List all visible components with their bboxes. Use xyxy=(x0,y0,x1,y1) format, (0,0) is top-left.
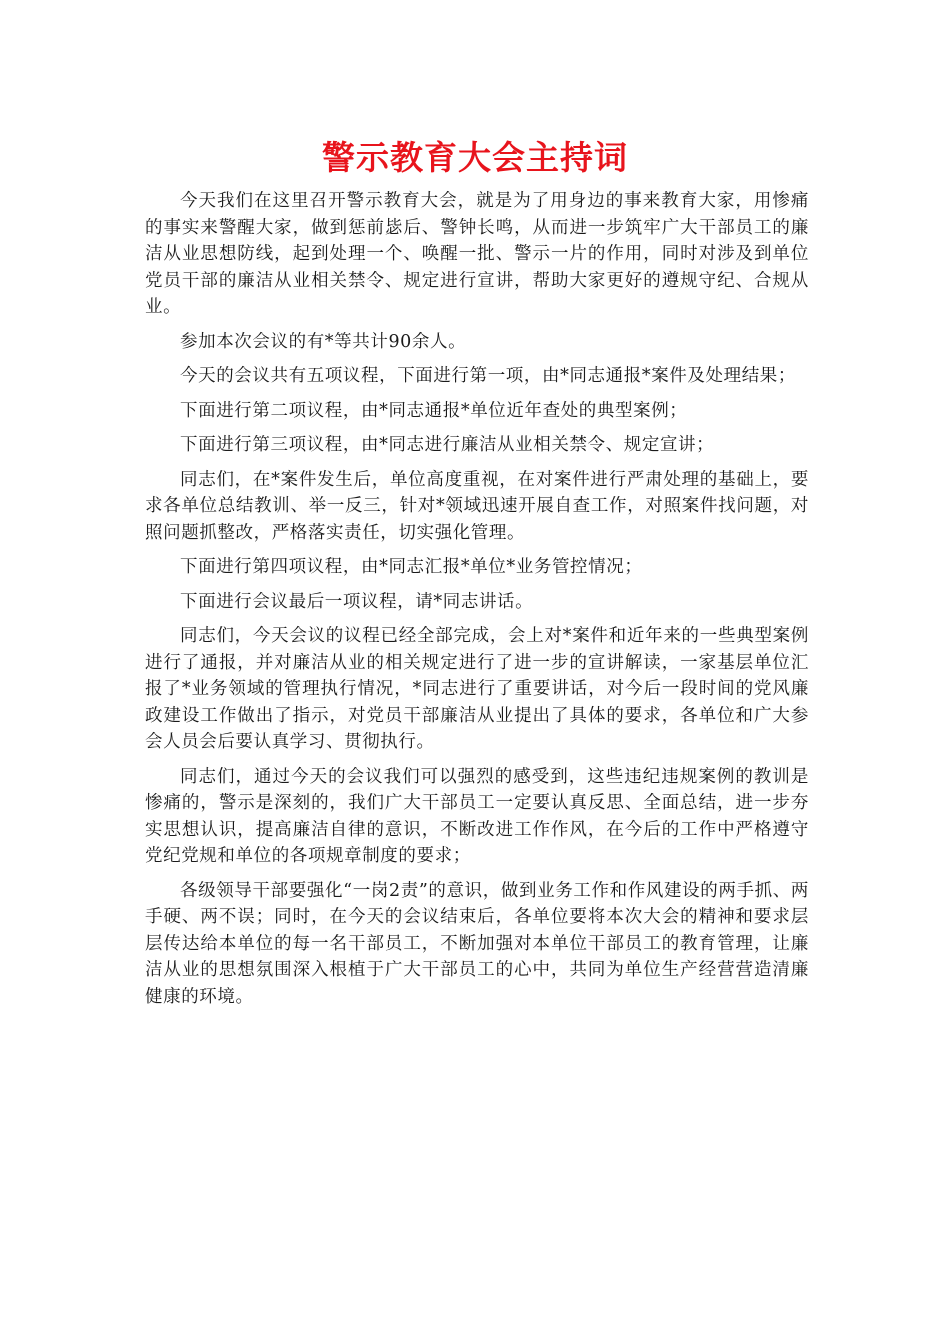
document-title: 警示教育大会主持词 xyxy=(322,138,628,177)
paragraph-agenda-item-1: 今天的会议共有五项议程，下面进行第一项，由*同志通报*案件及处理结果； xyxy=(180,366,796,386)
paragraph-reflection: 同志们，通过今天的会议我们可以强烈的感受到，这些违纪违规案例的教训是惨痛的，警示是深刻的，我们广大干部员工一定要认真反思、全面总结，进一步夯实思想认识，提高廉洁自律的意识，不断改进工作作风，在今后的工作中严格遵守党纪党规和单位的各项规章制度的要求； xyxy=(145,766,809,866)
paragraph-agenda-item-5: 下面进行会议最后一项议程，请*同志讲话。 xyxy=(180,591,534,612)
paragraph-opening: 今天我们在这里召开警示教育大会，就是为了用身边的事来教育大家，用惨痛的事实来警醒大家，做到惩前毖后、警钟长鸣，从而进一步筑牢广大干部员工的廉洁从业思想防线，起到处理一个、唤醒一批、警示一片的作用，同时对涉及到单位党员干部的廉洁从业相关禁令、规定进行宣讲，帮助大家更好的遵规守纪、合规从业。 xyxy=(145,191,809,317)
paragraph-agenda-item-2: 下面进行第二项议程，由*同志通报*单位近年查处的典型案例； xyxy=(180,400,688,421)
paragraph-closing: 各级领导干部要强化“一岗2责”的意识，做到业务工作和作风建设的两手抓、两手硬、两不误；同时，在今天的会议结束后，各单位要将本次大会的精神和要求层层传达给本单位的每一名干部员工，不断加强对本单位干部员工的教育管理，让廉洁从业的思想氛围深入根植于广大干部员工的心中，共同为单位生产经营营造清廉健康的环境。 xyxy=(145,880,809,1007)
paragraph-agenda-item-3: 下面进行第三项议程，由*同志进行廉洁从业相关禁令、规定宣讲； xyxy=(180,435,715,455)
paragraph-attendees: 参加本次会议的有*等共计90余人。 xyxy=(180,331,467,352)
paragraph-agenda-item-4: 下面进行第四项议程，由*同志汇报*单位*业务管控情况； xyxy=(180,557,643,577)
paragraph-summary: 同志们，今天会议的议程已经全部完成，会上对*案件和近年来的一些典型案例进行了通报，并对廉洁从业的相关规定进行了进一步的宣讲解读，一家基层单位汇报了*业务领域的管理执行情况，*同志进行了重要讲话，对今后一段时间的党风廉政建设工作做出了指示，对党员干部廉洁从业提出了具体的要求，各单位和广大参会人员会后要认真学习、贯彻执行。 xyxy=(145,626,809,752)
paragraph-case-response: 同志们，在*案件发生后，单位高度重视，在对案件进行严肃处理的基础上，要求各单位总结教训、举一反三，针对*领域迅速开展自查工作，对照案件找问题，对照问题抓整改，严格落实责任，切实强化管理。 xyxy=(145,469,809,543)
document-body xyxy=(145,188,809,1018)
